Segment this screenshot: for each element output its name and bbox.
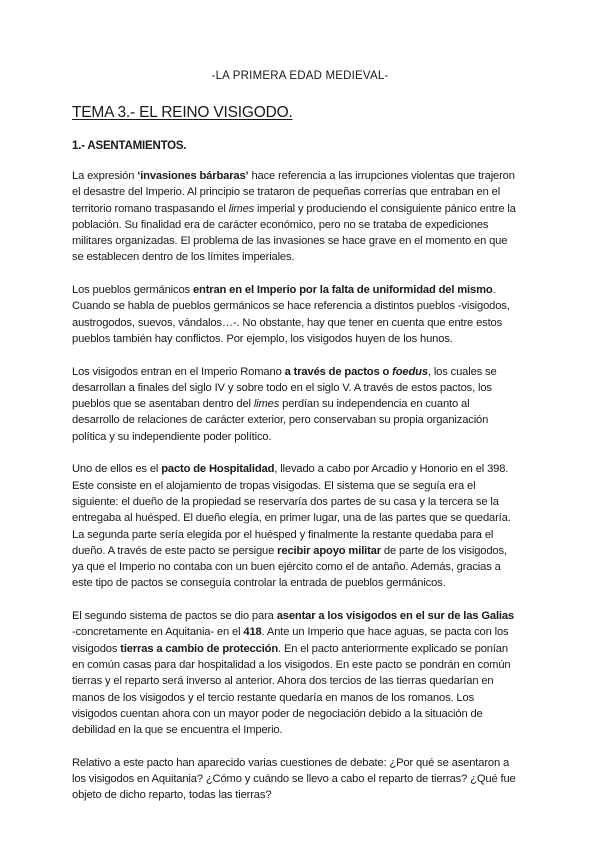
text-run: perdían su independencia en cuanto al: [279, 398, 470, 411]
bold-text: a través de pactos o: [284, 365, 393, 378]
paragraph: [72, 755, 530, 804]
text-run: objeto de dicho reparto, todas las tierras?: [72, 789, 272, 802]
text-line: [72, 608, 530, 624]
text-line: [72, 690, 530, 706]
italic-text: limes: [253, 398, 280, 411]
text-run: .: [492, 284, 496, 297]
text-line: [72, 331, 530, 347]
text-run: desarrollan a finales del siglo IV y sobre todo en el siglo V. A través de estos pactos, los: [72, 381, 492, 394]
text-run: territorio romano traspasando el: [72, 202, 229, 215]
text-run: . En el pacto anteriormente explicado se ponían: [278, 642, 508, 655]
text-line: [72, 787, 530, 803]
text-run: siguiente: el dueño de la propiedad se reservaría dos partes de su casa y la tercera se la: [72, 495, 499, 508]
text-run: el desastre del Imperio. Al principio se trataron de pequeñas correrías que entraban en el: [72, 186, 501, 199]
text-run: entregaba al huésped. El dueño elegía, en primer lugar, una de las partes que se quedaría.: [72, 512, 511, 525]
text-line: [72, 510, 530, 526]
text-line: [72, 478, 530, 494]
text-line: [72, 673, 530, 689]
text-run: imperial y produciendo el consiguiente pánico entre la: [254, 202, 516, 215]
text-run: población. Su finalidad era de carácter económico, pero no se trataba de expediciones: [72, 218, 489, 231]
document-header: -LA PRIMERA EDAD MEDIEVAL-: [211, 70, 389, 82]
text-run: visigodos cuentan ahora con un mayor poder de negociación debido a la situación de: [72, 707, 483, 720]
text-run: Uno de ellos es el: [72, 463, 162, 476]
bold-text: pacto de Hospitalidad: [161, 463, 275, 476]
text-run: hace referencia a las irrupciones violentas que trajeron: [248, 170, 515, 182]
document-body: [72, 168, 530, 804]
page-title: TEMA 3.- EL REINO VISIGODO.: [72, 104, 293, 121]
text-line: [72, 168, 530, 184]
text-run: pueblos también hay conflictos. Por ejemplo, los visigodos huyen de los hunos.: [72, 332, 453, 345]
text-run: . Ante un Imperio que hace aguas, se pacta con los: [261, 626, 509, 639]
text-line: [72, 527, 530, 543]
text-run: Este consiste en el alojamiento de tropas visigodas. El sistema que se seguía era el: [72, 479, 476, 492]
bold-text: tierras a cambio de protección: [120, 642, 279, 655]
text-line: [72, 396, 530, 412]
text-run: militares organizadas. El problema de las invasiones se hace grave en el momento en que: [72, 235, 508, 248]
text-run: -concretamente en Aquitania- en el: [72, 626, 244, 639]
text-line: [72, 559, 530, 575]
text-run: Relativo a este pacto han aparecido varias cuestiones de debate: ¿Por qué se asentaron a: [72, 756, 510, 769]
text-run: , los cuales se: [427, 365, 497, 378]
text-run: en común casas para dar hospitalidad a los visigodos. En este pacto se pondrán en común: [72, 658, 511, 671]
text-run: de parte de los visigodos,: [380, 544, 507, 557]
paragraph: [72, 461, 530, 591]
paragraph: [72, 168, 530, 266]
text-run: este tipo de pactos se conseguía controlar la entrada de pueblos germánicos.: [72, 577, 446, 590]
text-run: visigodos: [72, 642, 121, 655]
text-run: Los pueblos germánicos: [72, 284, 193, 297]
text-line: [72, 233, 530, 249]
text-line: [72, 624, 530, 640]
text-line: [72, 771, 530, 787]
paragraph: [72, 282, 530, 347]
bold-text: 418: [243, 626, 262, 639]
text-run: se establecen dentro de los límites imperiales.: [72, 251, 295, 264]
text-run: manos de los visigodos y el tercio restante quedaría en manos de los romanos. Los: [72, 691, 475, 704]
text-run: desarrollo de relaciones de carácter exterior, pero conservaban su propia organización: [72, 414, 489, 427]
text-line: [72, 249, 530, 265]
bold-text: ‘invasiones bárbaras’: [137, 170, 249, 182]
text-line: [72, 412, 530, 428]
text-line: [72, 184, 530, 200]
text-line: [72, 543, 530, 559]
text-line: [72, 722, 530, 738]
text-run: Los visigodos entran en el Imperio Romano: [72, 365, 285, 378]
text-line: [72, 461, 530, 477]
text-run: dueño. A través de este pacto se persigue: [72, 544, 278, 557]
text-line: [72, 657, 530, 673]
text-line: [72, 282, 530, 298]
bold-text: foedus: [392, 365, 428, 378]
text-run: austrogodos, suevos, vándalos…-. No obstante, hay que tener en cuenta que entre estos: [72, 316, 503, 329]
text-line: [72, 315, 530, 331]
text-line: [72, 364, 530, 380]
text-line: [72, 380, 530, 396]
text-run: pueblos que se asentaban dentro del: [72, 398, 254, 411]
text-line: [72, 494, 530, 510]
text-run: debilidad en la que se encuentra el Imperio.: [72, 724, 283, 737]
text-line: [72, 201, 530, 217]
text-run: La expresión: [72, 170, 138, 182]
text-run: La segunda parte sería elegida por el huésped y finalmente la restante quedaba para el: [72, 528, 494, 541]
bold-text: recibir apoyo militar: [277, 544, 381, 557]
text-line: [72, 298, 530, 314]
bold-text: asentar a los visigodos en el sur de las Galias: [276, 610, 515, 623]
text-run: política y su independiente poder político.: [72, 430, 272, 443]
text-run: Cuando se habla de pueblos germánicos se hace referencia a distintos pueblos -visigodos,: [72, 300, 510, 313]
text-line: [72, 217, 530, 233]
bold-text: entran en el Imperio por la falta de uniformidad del mismo: [192, 284, 493, 297]
text-line: [72, 706, 530, 722]
text-line: [72, 429, 530, 445]
text-line: [72, 755, 530, 771]
text-run: tierras y el reparto será inverso al anterior. Ahora dos tercios de las tierras quedarían en: [72, 675, 494, 688]
text-line: [72, 641, 530, 657]
text-line: [72, 575, 530, 591]
text-run: El segundo sistema de pactos se dio para: [72, 610, 277, 623]
italic-text: limes: [228, 202, 255, 215]
text-run: los visigodos en Aquitania? ¿Cómo y cuándo se llevo a cabo el reparto de tierras? ¿Qué fue: [72, 772, 516, 785]
text-run: , llevado a cabo por Arcadio y Honorio en el 398.: [274, 463, 509, 476]
paragraph: [72, 608, 530, 738]
text-run: ya que el Imperio no contaba con un buen ejército como el de antaño. Además, gracias a: [72, 561, 501, 574]
section-heading: 1.- ASENTAMIENTOS.: [72, 140, 187, 152]
paragraph: [72, 364, 530, 445]
